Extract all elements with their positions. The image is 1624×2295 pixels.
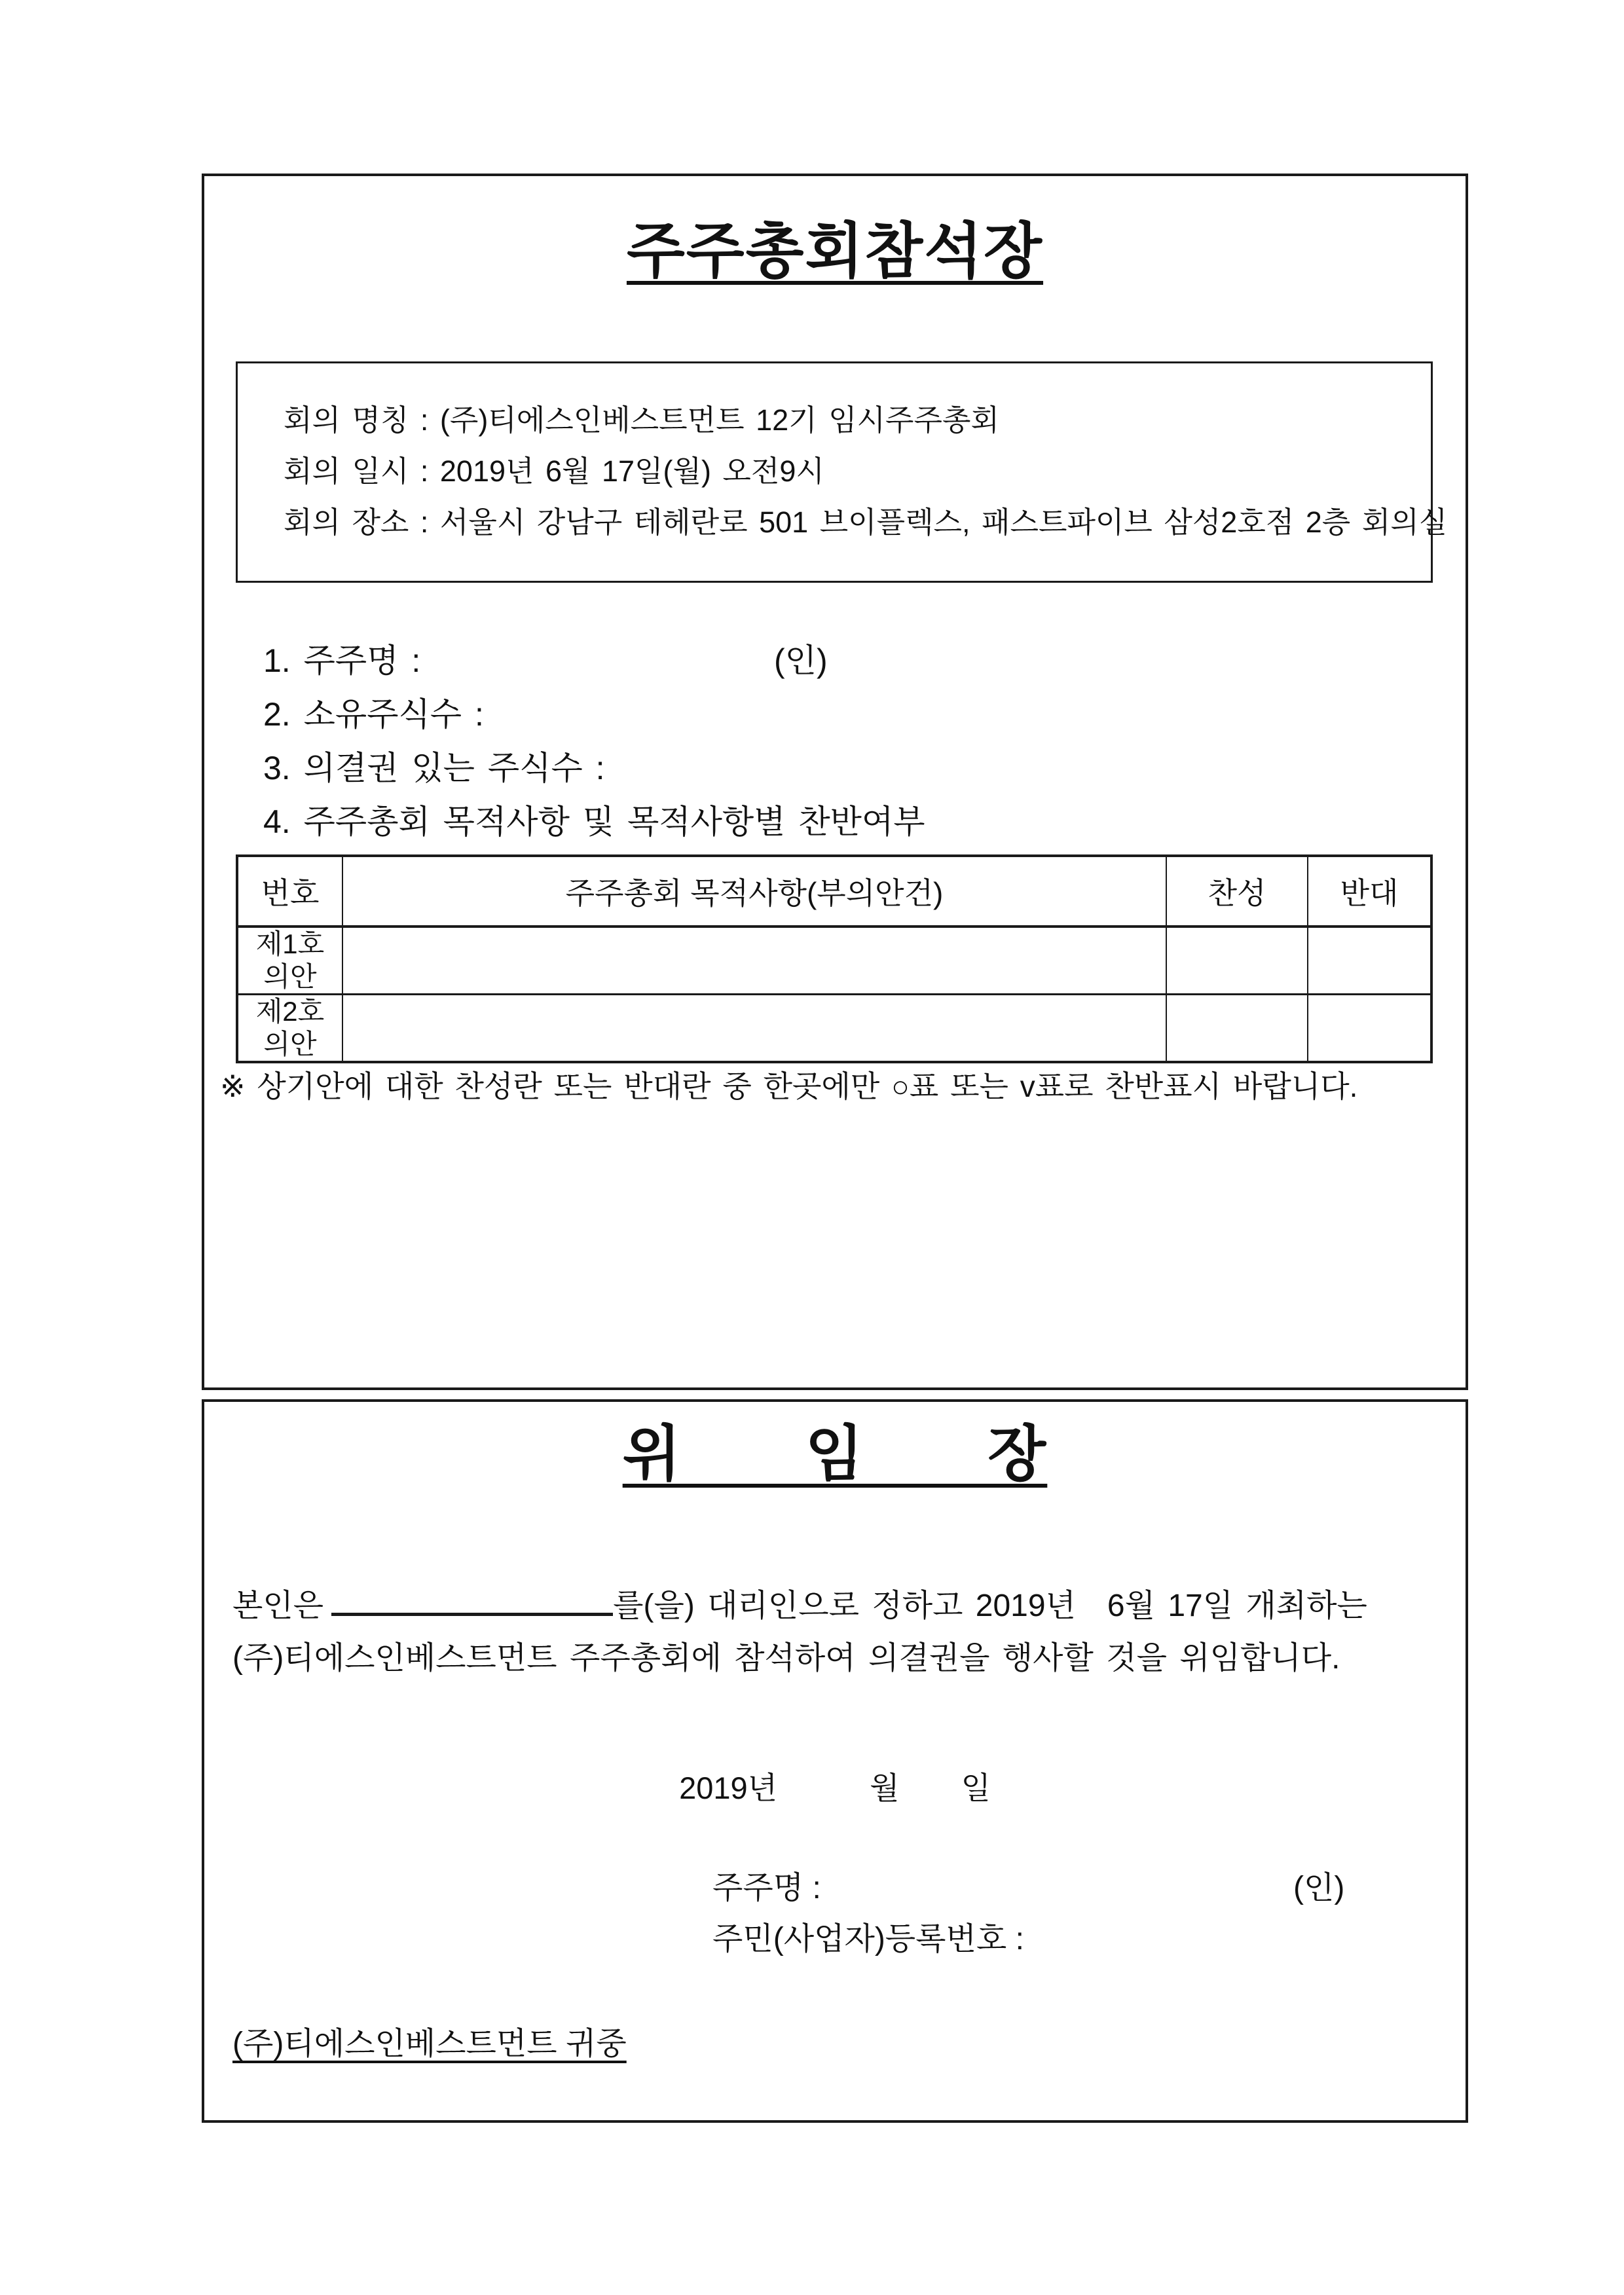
field-shareholder-name-label: 1. 주주명 : bbox=[263, 642, 421, 679]
proxy-addressee: (주)티에스인베스트먼트 귀중 bbox=[232, 2027, 627, 2061]
proxy-date-line: 2019년 월 일 bbox=[679, 1771, 991, 1805]
proxy-body-line2: (주)티에스인베스트먼트 주주총회에 참석하여 의결권을 행사할 것을 위임합니다. bbox=[232, 1641, 1340, 1676]
header-no: 번호 bbox=[237, 856, 342, 927]
agenda-table-header-row bbox=[237, 856, 1431, 927]
cell-agenda1-no: 제1호 의안 bbox=[237, 927, 342, 995]
cell-agenda2-text bbox=[342, 995, 1166, 1063]
field-owned-shares: 2. 소유주식수 : bbox=[263, 696, 484, 733]
proxy-body-text bbox=[232, 1580, 1444, 1685]
proxy-body-prefix: 본인은 bbox=[232, 1588, 324, 1623]
meeting-info-box bbox=[236, 361, 1448, 583]
meeting-datetime-line: 회의 일시 : 2019년 6월 17일(월) 오전9시 bbox=[284, 454, 824, 488]
meeting-place-line: 회의 장소 : 서울시 강남구 테헤란로 501 브이플렉스, 패스트파이브 삼성2호점 2층 회의실 bbox=[284, 505, 1448, 539]
header-agenda: 주주총회 목적사항(부의안건) bbox=[342, 856, 1166, 927]
signature-regno-row bbox=[712, 1914, 1433, 1965]
seal-placeholder: (인) bbox=[774, 642, 828, 679]
cell-agenda1-oppose bbox=[1308, 927, 1431, 995]
shareholder-fields-list bbox=[263, 634, 1442, 849]
attendance-card-section bbox=[202, 174, 1468, 1390]
header-approve: 찬성 bbox=[1166, 856, 1308, 927]
proxy-name-blank bbox=[331, 1582, 613, 1616]
signature-regno-label: 주민(사업자)등록번호 : bbox=[712, 1922, 1024, 1956]
proxy-form-section bbox=[202, 1399, 1468, 2123]
signature-shareholder-label: 주주명 : bbox=[712, 1871, 821, 1905]
proxy-title: 위 임 장 bbox=[622, 1421, 1048, 1488]
table-row bbox=[237, 927, 1431, 995]
cell-agenda2-oppose bbox=[1308, 995, 1431, 1063]
field-voting-shares: 3. 의결권 있는 주식수 : bbox=[263, 750, 605, 786]
header-oppose: 반대 bbox=[1308, 856, 1431, 927]
seal-placeholder: (인) bbox=[1293, 1871, 1345, 1905]
proxy-signature-block bbox=[712, 1863, 1433, 1965]
cell-agenda2-no: 제2호 의안 bbox=[237, 995, 342, 1063]
cell-agenda2-approve bbox=[1166, 995, 1308, 1063]
vote-marking-note: ※ 상기안에 대한 찬성란 또는 반대란 중 한곳에만 ○표 또는 v표로 찬반표시 바랍니다. bbox=[220, 1069, 1358, 1103]
cell-agenda1-approve bbox=[1166, 927, 1308, 995]
table-row bbox=[237, 995, 1431, 1063]
meeting-name-line: 회의 명칭 : (주)티에스인베스트먼트 12기 임시주주총회 bbox=[284, 403, 999, 437]
agenda-table bbox=[236, 854, 1433, 1063]
cell-agenda1-text bbox=[342, 927, 1166, 995]
field-shareholder-name bbox=[263, 634, 1442, 688]
proxy-body-line1-rest: 를(을) 대리인으로 정하고 2019년 6월 17일 개최하는 bbox=[613, 1588, 1367, 1623]
signature-shareholder-row bbox=[712, 1863, 1433, 1914]
attendance-title: 주주총회참석장 bbox=[626, 218, 1044, 285]
field-agenda-heading: 4. 주주총회 목적사항 및 목적사항별 찬반여부 bbox=[263, 803, 925, 840]
